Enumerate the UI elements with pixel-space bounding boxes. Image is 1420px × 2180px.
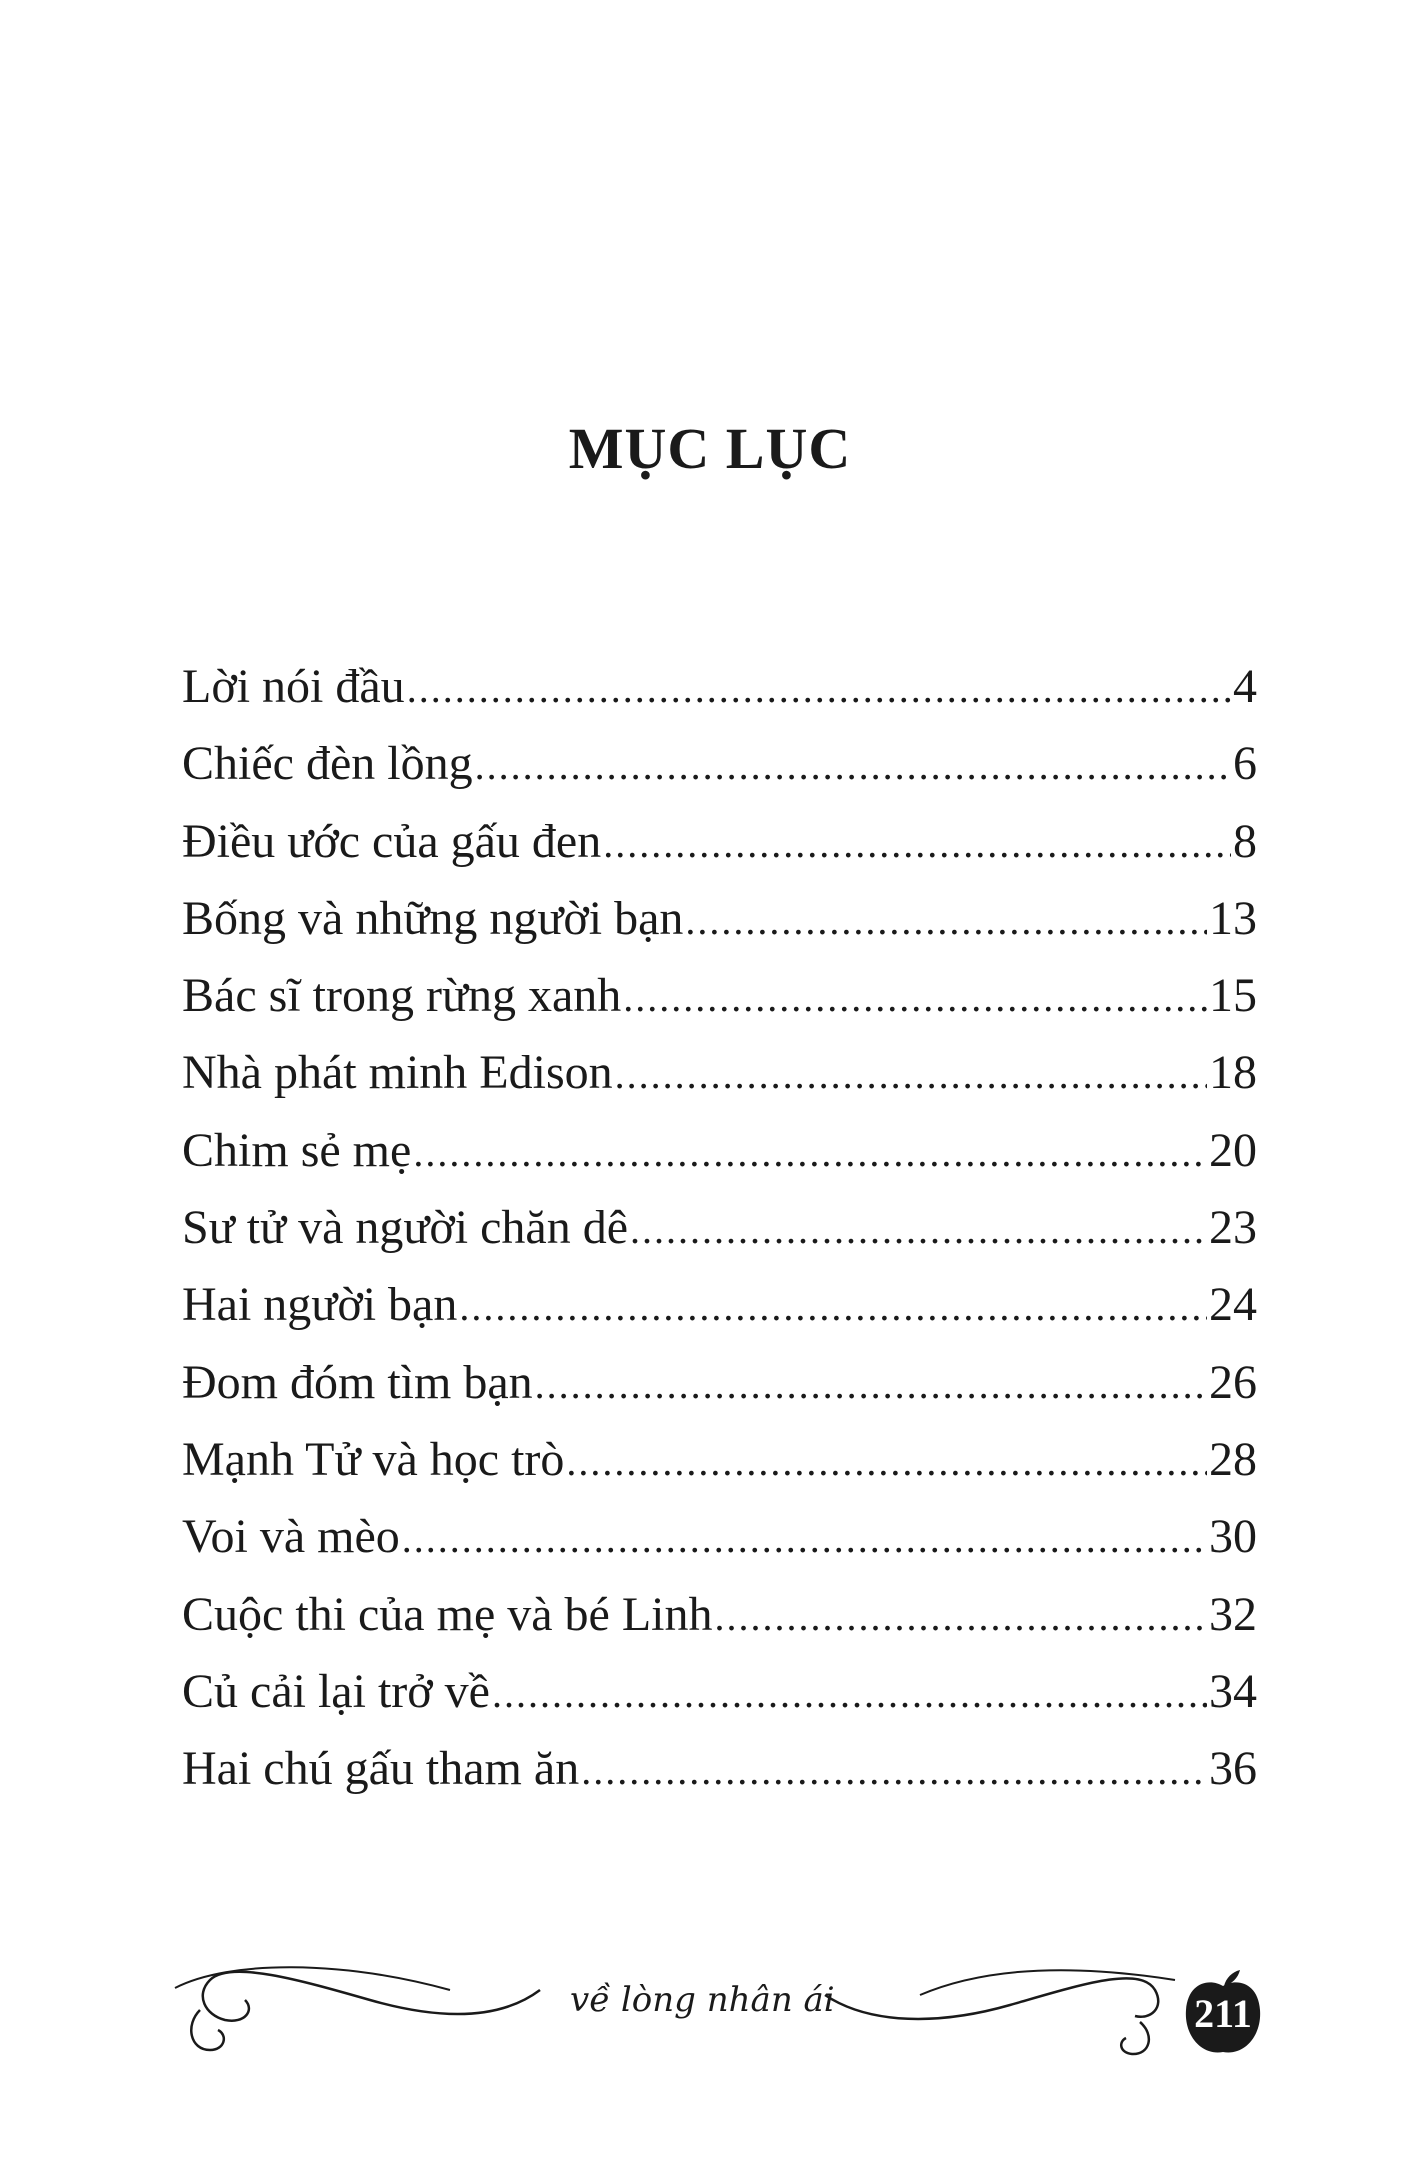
toc-entry[interactable] <box>182 1421 1257 1498</box>
toc-dot-leader <box>459 1268 1207 1345</box>
toc-dot-leader <box>603 805 1231 882</box>
toc-entry-title: Lời nói đầu <box>182 660 405 713</box>
toc-entry-page: 20 <box>1209 1123 1257 1177</box>
toc-dot-leader <box>685 882 1207 959</box>
toc-entry-page: 28 <box>1209 1432 1257 1486</box>
toc-entry-page: 30 <box>1209 1510 1257 1564</box>
toc-entry-page: 26 <box>1209 1355 1257 1409</box>
toc-entry[interactable] <box>182 1653 1257 1730</box>
toc-entry[interactable] <box>182 1498 1257 1575</box>
toc-entry[interactable] <box>182 1730 1257 1807</box>
table-of-contents <box>182 648 1257 1807</box>
toc-dot-leader <box>535 1346 1207 1423</box>
toc-entry-page: 34 <box>1209 1664 1257 1718</box>
toc-entry[interactable] <box>182 1189 1257 1266</box>
page-number: 211 <box>1194 1991 1252 2036</box>
toc-entry[interactable] <box>182 1112 1257 1189</box>
toc-entry-title: Chim sẻ mẹ <box>182 1123 412 1177</box>
toc-dot-leader <box>630 1191 1207 1268</box>
toc-dot-leader <box>623 959 1207 1036</box>
flourish-left-icon <box>170 1950 550 2070</box>
toc-entry-title: Hai chú gấu tham ăn <box>182 1742 580 1796</box>
flourish-right-icon <box>820 1950 1180 2070</box>
toc-dot-leader <box>566 1423 1207 1500</box>
page-footer <box>170 1950 1300 2090</box>
toc-dot-leader <box>492 1655 1207 1732</box>
toc-entry-page: 4 <box>1233 660 1257 713</box>
toc-entry-page: 15 <box>1209 969 1257 1023</box>
toc-entry-title: Cuộc thi của mẹ và bé Linh <box>182 1587 713 1641</box>
toc-dot-leader <box>581 1732 1207 1809</box>
toc-entry-page: 8 <box>1233 814 1257 868</box>
toc-entry-page: 6 <box>1233 737 1257 791</box>
toc-entry-page: 23 <box>1209 1201 1257 1255</box>
toc-entry-page: 13 <box>1209 891 1257 945</box>
toc-dot-leader <box>615 1036 1207 1113</box>
footer-text: về lòng nhân ái <box>570 1980 835 2020</box>
toc-entry[interactable] <box>182 957 1257 1034</box>
toc-entry-page: 36 <box>1209 1742 1257 1796</box>
toc-dot-leader <box>407 650 1231 727</box>
toc-dot-leader <box>475 727 1231 804</box>
toc-entry-title: Nhà phát minh Edison <box>182 1046 613 1100</box>
toc-entry-title: Củ cải lại trở về <box>182 1664 490 1718</box>
toc-dot-leader <box>715 1578 1207 1655</box>
toc-entry[interactable] <box>182 648 1257 725</box>
toc-entry-title: Sư tử và người chăn dê <box>182 1201 629 1255</box>
toc-dot-leader <box>413 1114 1207 1191</box>
toc-entry-page: 32 <box>1209 1587 1257 1641</box>
toc-entry-title: Đom đóm tìm bạn <box>182 1355 533 1409</box>
toc-entry-title: Voi và mèo <box>182 1510 400 1564</box>
toc-entry-page: 24 <box>1209 1278 1257 1332</box>
toc-entry-title: Mạnh Tử và học trò <box>182 1432 565 1486</box>
page-title: MỤC LỤC <box>568 416 852 481</box>
toc-entry-title: Điều ước của gấu đen <box>182 814 602 868</box>
toc-entry[interactable] <box>182 1266 1257 1343</box>
toc-entry[interactable] <box>182 1344 1257 1421</box>
toc-entry-title: Hai người bạn <box>182 1278 458 1332</box>
toc-entry[interactable] <box>182 1034 1257 1111</box>
toc-entry-page: 18 <box>1209 1046 1257 1100</box>
toc-entry-title: Bác sĩ trong rừng xanh <box>182 969 622 1023</box>
toc-entry[interactable] <box>182 803 1257 880</box>
toc-entry[interactable] <box>182 725 1257 802</box>
toc-entry[interactable] <box>182 1576 1257 1653</box>
toc-dot-leader <box>402 1500 1207 1577</box>
toc-entry[interactable] <box>182 880 1257 957</box>
toc-entry-title: Bống và những người bạn <box>182 891 684 945</box>
toc-entry-title: Chiếc đèn lồng <box>182 737 473 791</box>
